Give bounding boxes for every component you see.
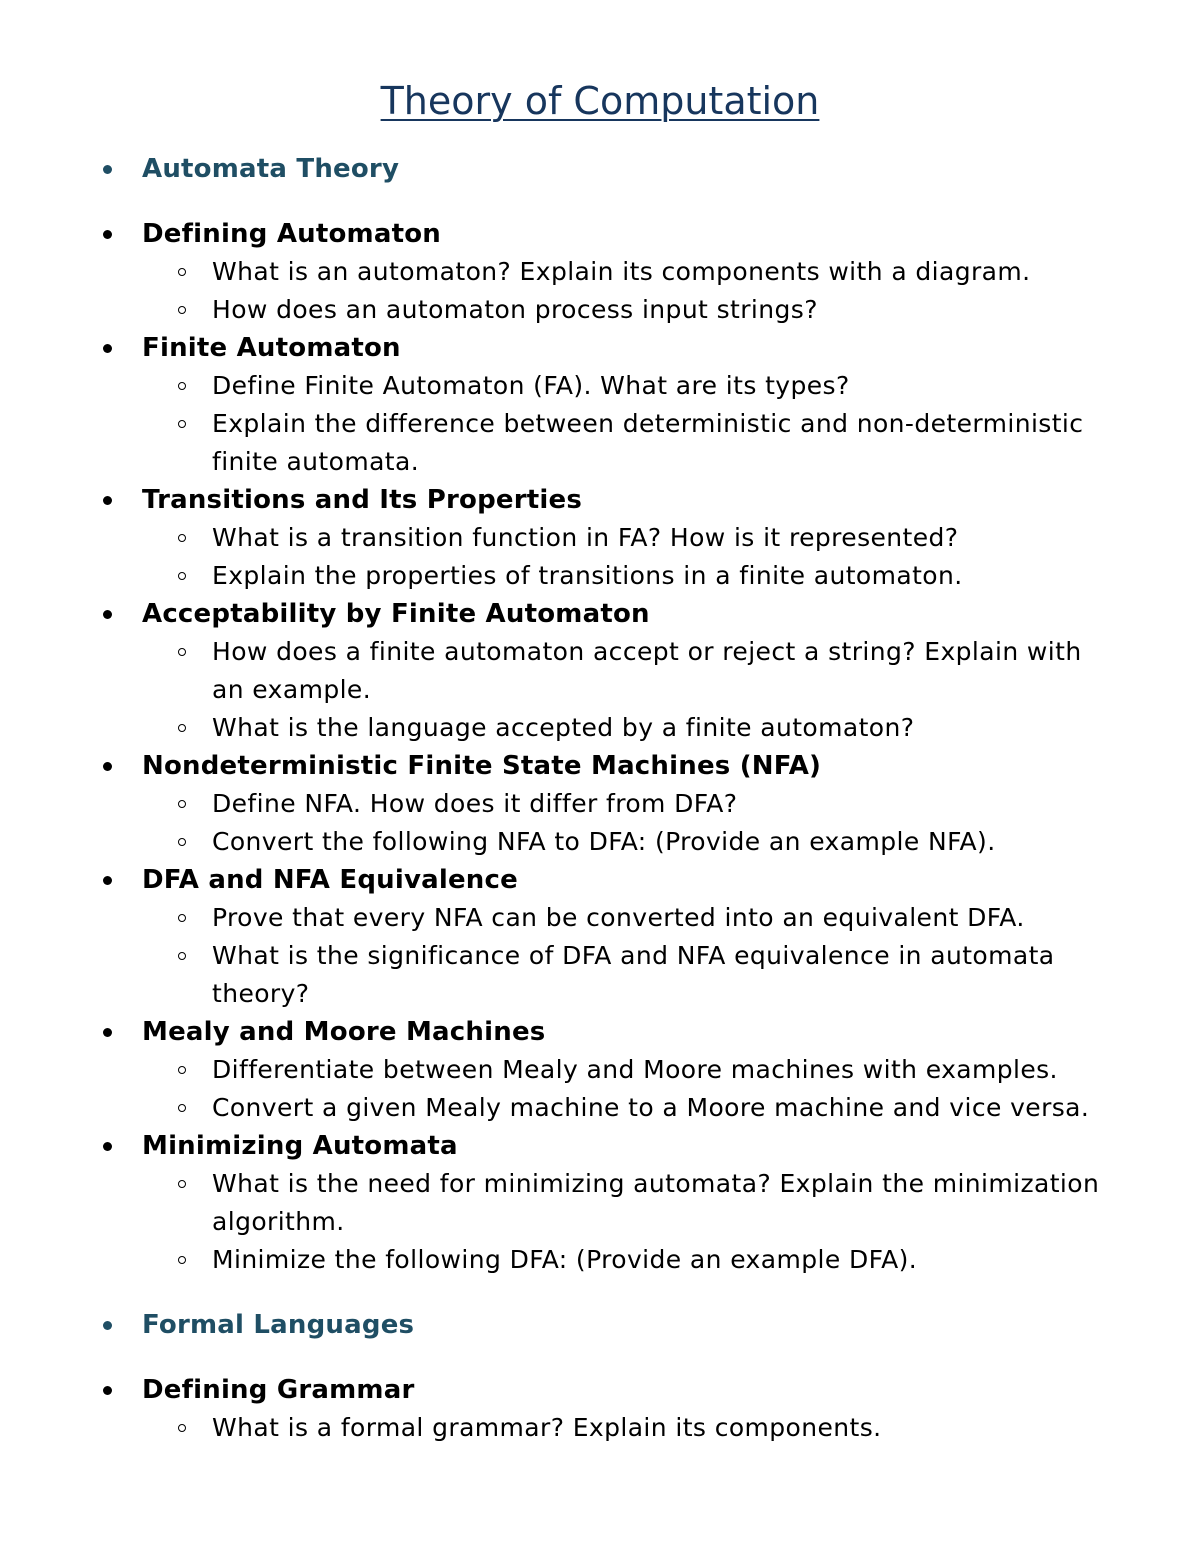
question-item: Differentiate between Mealy and Moore machines with examples.: [0, 1051, 1200, 1089]
bullet-icon: [103, 762, 112, 771]
bullet-icon: [103, 1028, 112, 1037]
circle-bullet-icon: [178, 534, 186, 542]
bullet-icon: [103, 1142, 112, 1151]
circle-bullet-icon: [178, 1180, 186, 1188]
question-item: Explain the properties of transitions in a finite automaton.: [0, 557, 1200, 595]
circle-bullet-icon: [178, 268, 186, 276]
circle-bullet-icon: [178, 572, 186, 580]
circle-bullet-icon: [178, 800, 186, 808]
topic-heading: Finite Automaton: [0, 329, 1200, 367]
circle-bullet-icon: [178, 1424, 186, 1432]
bullet-icon: [103, 230, 112, 239]
question-item: Prove that every NFA can be converted into an equivalent DFA.: [0, 899, 1200, 937]
topic-heading: Acceptability by Finite Automaton: [0, 595, 1200, 633]
question-item: What is the need for minimizing automata? Explain the minimization algorithm.: [0, 1165, 1200, 1241]
question-item: Minimize the following DFA: (Provide an example DFA).: [0, 1241, 1200, 1279]
circle-bullet-icon: [178, 1104, 186, 1112]
question-item: Define NFA. How does it differ from DFA?: [0, 785, 1200, 823]
question-item: Convert a given Mealy machine to a Moore machine and vice versa.: [0, 1089, 1200, 1127]
question-item: What is a formal grammar? Explain its components.: [0, 1409, 1200, 1447]
circle-bullet-icon: [178, 1256, 186, 1264]
bullet-icon: [103, 344, 112, 353]
bullet-icon: [103, 610, 112, 619]
topic-heading: Nondeterministic Finite State Machines (NFA): [0, 747, 1200, 785]
question-item: How does an automaton process input strings?: [0, 291, 1200, 329]
circle-bullet-icon: [178, 648, 186, 656]
question-item: What is the significance of DFA and NFA equivalence in automata theory?: [0, 937, 1200, 1013]
bullet-icon: [103, 1321, 112, 1330]
question-item: Define Finite Automaton (FA). What are its types?: [0, 367, 1200, 405]
question-item: What is an automaton? Explain its components with a diagram.: [0, 253, 1200, 291]
circle-bullet-icon: [178, 306, 186, 314]
bullet-icon: [103, 165, 112, 174]
circle-bullet-icon: [178, 420, 186, 428]
document-body: [0, 150, 1200, 1447]
bullet-icon: [103, 876, 112, 885]
section-heading: Formal Languages: [0, 1306, 1200, 1344]
circle-bullet-icon: [178, 914, 186, 922]
question-item: Explain the difference between deterministic and non-deterministic finite automata.: [0, 405, 1200, 481]
topic-heading: Defining Grammar: [0, 1371, 1200, 1409]
topic-heading: Minimizing Automata: [0, 1127, 1200, 1165]
question-item: Convert the following NFA to DFA: (Provide an example NFA).: [0, 823, 1200, 861]
question-item: What is a transition function in FA? How is it represented?: [0, 519, 1200, 557]
topic-heading: Transitions and Its Properties: [0, 481, 1200, 519]
page-title: Theory of Computation: [380, 79, 820, 123]
circle-bullet-icon: [178, 952, 186, 960]
bullet-icon: [103, 1386, 112, 1395]
circle-bullet-icon: [178, 838, 186, 846]
topic-heading: Defining Automaton: [0, 215, 1200, 253]
question-item: What is the language accepted by a finite automaton?: [0, 709, 1200, 747]
circle-bullet-icon: [178, 382, 186, 390]
circle-bullet-icon: [178, 1066, 186, 1074]
bullet-icon: [103, 496, 112, 505]
topic-heading: Mealy and Moore Machines: [0, 1013, 1200, 1051]
section-heading: Automata Theory: [0, 150, 1200, 188]
topic-heading: DFA and NFA Equivalence: [0, 861, 1200, 899]
circle-bullet-icon: [178, 724, 186, 732]
question-item: How does a finite automaton accept or reject a string? Explain with an example.: [0, 633, 1200, 709]
